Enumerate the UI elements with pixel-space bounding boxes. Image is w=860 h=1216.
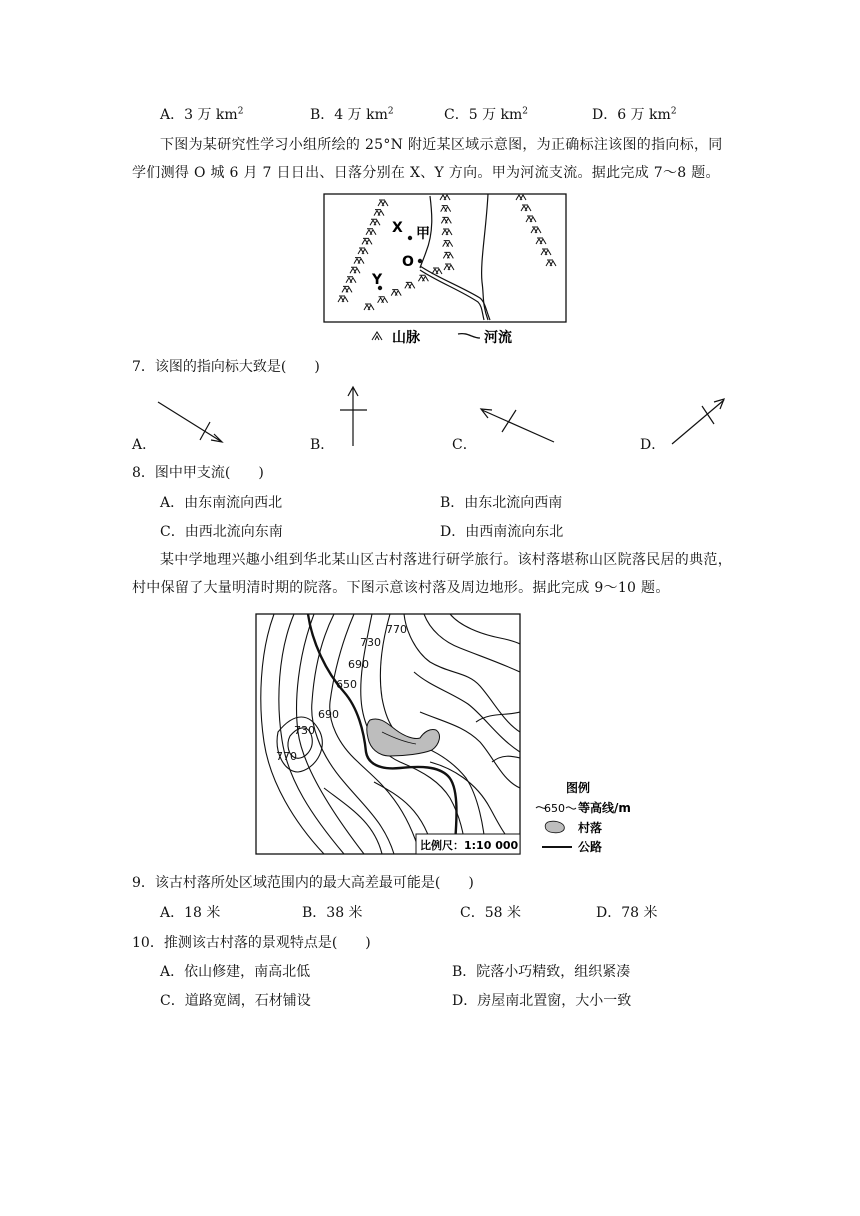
legend-title: 图例 — [566, 781, 591, 795]
q8-stem: 8．图中甲支流( ) — [132, 465, 264, 481]
intro-paragraph-2: 某中学地理兴趣小组到华北某山区古村落进行研学旅行。该村落堪称山区院落民居的典范，村中保留了大量明清时期的院落。下图示意该村落及周边地形。据此完成 9～10 题。 — [132, 552, 732, 596]
q9-option-c: C．58 米 — [460, 905, 521, 921]
contour-label-730-left: 730 — [294, 724, 315, 737]
label-jia: 甲 — [416, 226, 430, 242]
q8-option-b: B．由东北流向西南 — [440, 495, 563, 511]
contour-label-650: 650 — [336, 678, 357, 691]
q7-option-d: D． — [640, 437, 666, 453]
q10-option-a: A．依山修建，南高北低 — [160, 964, 311, 980]
q7-option-a: A． — [132, 437, 157, 453]
q8-option-a: A．由东南流向西北 — [160, 495, 283, 511]
compass-c-arrow-icon — [481, 409, 554, 442]
label-x: X — [392, 220, 403, 236]
intro-paragraph-1: 下图为某研究性学习小组所绘的 25°N 附近某区域示意图，为正确标注该图的指向标，同学们测得 O 城 6 月 7 日日出、日落分别在 X、Y 方向。甲为河流支流。据此完成 7～8 题。 — [132, 137, 723, 181]
q6-option-b: B．4 万 $km^2$ — [310, 106, 394, 123]
river-legend-icon — [458, 334, 480, 338]
contour-label-690-left: 690 — [318, 708, 339, 721]
q8-option-c: C．由西北流向东南 — [160, 524, 283, 540]
mountain-legend-icon — [372, 332, 382, 340]
contour-label-690-top: 690 — [348, 658, 369, 671]
q9-option-a: A．18 米 — [160, 905, 221, 921]
scale-label: 比例尺：1:10 000 — [420, 839, 519, 852]
q6-option-a: A．3 万 $km^2$ — [160, 106, 244, 123]
legend-contour: 等高线/m — [578, 801, 631, 815]
legend-road: 公路 — [578, 840, 603, 854]
q7-option-b: B． — [310, 437, 335, 453]
compass-a-arrow-icon — [158, 402, 222, 442]
legend-village: 村落 — [578, 821, 603, 835]
contour-label-770-top: 770 — [386, 623, 407, 636]
compass-b-arrow-icon — [340, 387, 367, 446]
legend-river: 河流 — [484, 330, 512, 346]
q10-option-d: D．房屋南北置窗，大小一致 — [452, 993, 632, 1009]
contour-map — [254, 612, 654, 858]
q6-option-d: D．6 万 $km^2$ — [592, 106, 677, 123]
q9-option-b: B．38 米 — [302, 905, 363, 921]
q10-option-c: C．道路宽阔，石材铺设 — [160, 993, 311, 1009]
q7-stem: 7．该图的指向标大致是( ) — [132, 359, 320, 375]
label-y: Y — [372, 272, 383, 288]
q9-stem: 9．该古村落所处区域范围内的最大高差最可能是( ) — [132, 875, 474, 891]
q10-option-b: B．院落小巧精致，组织紧凑 — [452, 964, 631, 980]
q10-stem: 10．推测该古村落的景观特点是( ) — [132, 935, 371, 951]
contour-label-770-left: 770 — [276, 750, 297, 763]
label-o: O — [402, 254, 414, 270]
region-map — [320, 192, 570, 348]
q9-option-d: D．78 米 — [596, 905, 658, 921]
q7-option-c: C． — [452, 437, 477, 453]
legend-mountain: 山脉 — [392, 330, 420, 346]
q8-option-d: D．由西南流向东北 — [440, 524, 564, 540]
legend-contour-value: 650 — [544, 802, 565, 815]
village-legend-icon — [545, 821, 564, 833]
compass-d-arrow-icon — [672, 399, 724, 444]
q6-option-c: C．5 万 $km^2$ — [444, 106, 529, 123]
contour-label-730-top: 730 — [360, 636, 381, 649]
